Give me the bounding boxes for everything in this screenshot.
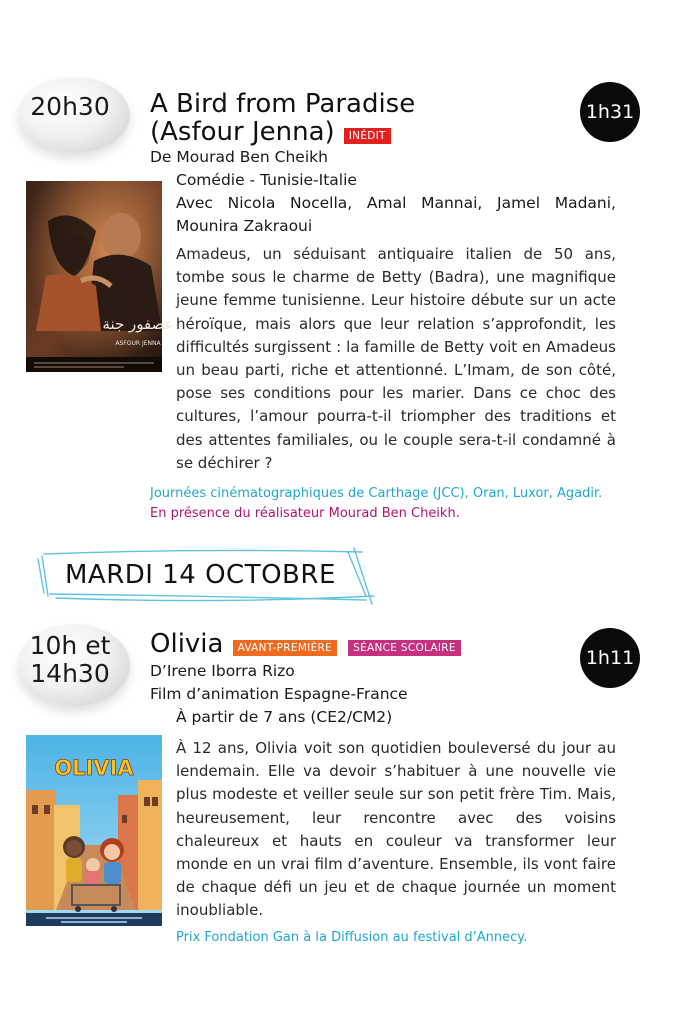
festival-note: Journées cinématographiques de Carthage (JCC), Oran, Luxor, Agadir. bbox=[150, 486, 603, 501]
film-synopsis: Amadeus, un séduisant antiquaire italien de 50 ans, tombe sous le charme de Betty (Badra), une magnifique jeune femme tunisienne. Leur histoire débute sur un acte héroïque, mais alors que leur relation s’approfondit, les difficultés surgissent : la famille de Betty voit en Amadeus un beau parti, riche et attentionné. L’Imam, de son côté, pose ses conditions pour les marier. Dans ce choc des cultures, l’amour pourra-t-il triompher des traditions et des attentes familiales, ou le couple sera-t-il condamné à se déchirer ? bbox=[176, 245, 616, 472]
age-rating: À partir de 7 ans (CE2/CM2) bbox=[176, 708, 393, 726]
director-presence-note: En présence du réalisateur Mourad Ben Cheikh. bbox=[150, 506, 460, 521]
film-poster bbox=[26, 735, 162, 926]
poster-latin-title: ASFOUR JENNA bbox=[115, 340, 161, 347]
duration-badge: 1h11 bbox=[580, 628, 640, 688]
award-note: Prix Fondation Gan à la Diffusion au festival d’Annecy. bbox=[176, 930, 528, 945]
day-heading-banner bbox=[40, 548, 370, 604]
genre: Film d’animation Espagne-France bbox=[150, 685, 408, 703]
poster-title: OLIVIA bbox=[54, 756, 134, 780]
film-poster bbox=[26, 181, 174, 372]
showtime-1: 10h et bbox=[29, 631, 111, 660]
film-title: Olivia bbox=[150, 629, 224, 659]
director: De Mourad Ben Cheikh bbox=[150, 148, 328, 166]
film-title: A Bird from Paradise bbox=[150, 89, 416, 119]
badge-inedit: INÉDIT bbox=[344, 128, 391, 144]
genre: Comédie - Tunisie-Italie bbox=[176, 171, 357, 189]
film-poster-icon bbox=[26, 181, 174, 372]
day-heading: MARDI 14 OCTOBRE bbox=[65, 560, 336, 590]
showtime: 20h30 bbox=[30, 92, 110, 121]
showtime-2: 14h30 bbox=[30, 659, 110, 688]
film-original-title: (Asfour Jenna) bbox=[150, 117, 335, 147]
film-synopsis: À 12 ans, Olivia voit son quotidien bouleversé du jour au lendemain. Elle va devoir s’habituer à une nouvelle vie plus modeste et veiller seule sur son petit frère Tim. Mais, heureusement, leur rencontre avec des voisins chaleureux et hauts en couleur va transformer leur monde en un vrai film d’aventure. Ensemble, ils vont faire de chaque défi un jeu et de chaque journée un moment inoubliable. bbox=[176, 739, 616, 920]
film-poster-icon bbox=[26, 735, 162, 926]
duration-badge: 1h31 bbox=[580, 82, 640, 142]
cast: Avec Nicola Nocella, Amal Mannai, Jamel Madani, Mounira Zakraoui bbox=[176, 194, 616, 235]
badge-seance-scolaire: SÉANCE SCOLAIRE bbox=[348, 640, 461, 656]
poster-arabic-title: عصفور جنة bbox=[102, 315, 174, 333]
director: D’Irene Iborra Rizo bbox=[150, 662, 295, 680]
badge-avant-premiere: AVANT-PREMIÈRE bbox=[233, 640, 337, 656]
